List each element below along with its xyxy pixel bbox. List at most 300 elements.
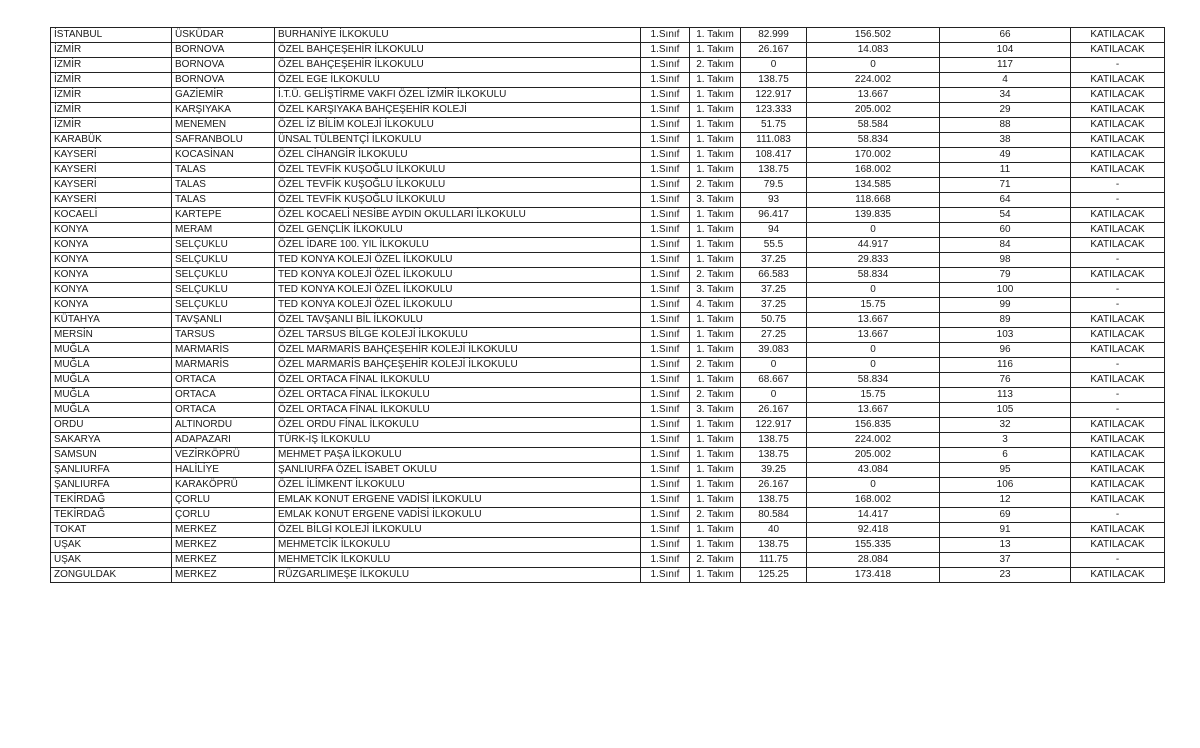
table-row	[51, 403, 1165, 418]
rank-cell: 103	[940, 328, 1071, 343]
school-cell: ÖZEL İLİMKENT İLKOKULU	[275, 478, 641, 493]
score-2-cell: 0	[807, 358, 940, 373]
score-2-cell: 0	[807, 283, 940, 298]
status-cell: KATILACAK	[1071, 313, 1165, 328]
grade-cell: 1.Sınıf	[641, 208, 690, 223]
status-cell: KATILACAK	[1071, 373, 1165, 388]
school-cell: MEHMET PAŞA İLKOKULU	[275, 448, 641, 463]
table-row	[51, 448, 1165, 463]
table-row	[51, 103, 1165, 118]
score-2-cell: 0	[807, 343, 940, 358]
province-cell: MUĞLA	[51, 373, 172, 388]
school-cell: İ.T.Ü. GELİŞTİRME VAKFI ÖZEL İZMİR İLKOKULU	[275, 88, 641, 103]
score-1-cell: 55.5	[741, 238, 807, 253]
district-cell: SELÇUKLU	[172, 268, 275, 283]
table-row	[51, 358, 1165, 373]
rank-cell: 12	[940, 493, 1071, 508]
rank-cell: 32	[940, 418, 1071, 433]
score-2-cell: 43.084	[807, 463, 940, 478]
province-cell: KOCAELİ	[51, 208, 172, 223]
score-2-cell: 29.833	[807, 253, 940, 268]
rank-cell: 34	[940, 88, 1071, 103]
team-cell: 1. Takım	[690, 448, 741, 463]
rank-cell: 3	[940, 433, 1071, 448]
score-2-cell: 139.835	[807, 208, 940, 223]
results-table	[50, 27, 1165, 583]
score-1-cell: 39.25	[741, 463, 807, 478]
status-cell: KATILACAK	[1071, 118, 1165, 133]
rank-cell: 98	[940, 253, 1071, 268]
status-cell: KATILACAK	[1071, 478, 1165, 493]
school-cell: ÖZEL BAHÇEŞEHİR İLKOKULU	[275, 43, 641, 58]
rank-cell: 69	[940, 508, 1071, 523]
school-cell: EMLAK KONUT ERGENE VADİSİ İLKOKULU	[275, 508, 641, 523]
province-cell: KONYA	[51, 268, 172, 283]
province-cell: KONYA	[51, 253, 172, 268]
team-cell: 1. Takım	[690, 253, 741, 268]
status-cell: KATILACAK	[1071, 328, 1165, 343]
district-cell: SAFRANBOLU	[172, 133, 275, 148]
rank-cell: 116	[940, 358, 1071, 373]
district-cell: KARTEPE	[172, 208, 275, 223]
score-1-cell: 138.75	[741, 538, 807, 553]
table-row	[51, 58, 1165, 73]
table-row	[51, 133, 1165, 148]
rank-cell: 64	[940, 193, 1071, 208]
score-1-cell: 26.167	[741, 403, 807, 418]
table-row	[51, 493, 1165, 508]
table-row	[51, 433, 1165, 448]
team-cell: 1. Takım	[690, 343, 741, 358]
score-1-cell: 79.5	[741, 178, 807, 193]
district-cell: MERKEZ	[172, 568, 275, 583]
score-2-cell: 44.917	[807, 238, 940, 253]
grade-cell: 1.Sınıf	[641, 118, 690, 133]
score-2-cell: 170.002	[807, 148, 940, 163]
table-row	[51, 88, 1165, 103]
grade-cell: 1.Sınıf	[641, 568, 690, 583]
district-cell: SELÇUKLU	[172, 238, 275, 253]
grade-cell: 1.Sınıf	[641, 388, 690, 403]
district-cell: TALAS	[172, 193, 275, 208]
team-cell: 1. Takım	[690, 373, 741, 388]
table-row	[51, 208, 1165, 223]
grade-cell: 1.Sınıf	[641, 238, 690, 253]
province-cell: TEKİRDAĞ	[51, 493, 172, 508]
score-1-cell: 96.417	[741, 208, 807, 223]
province-cell: UŞAK	[51, 553, 172, 568]
status-cell: KATILACAK	[1071, 238, 1165, 253]
table-row	[51, 313, 1165, 328]
school-cell: TED KONYA KOLEJİ ÖZEL İLKOKULU	[275, 283, 641, 298]
district-cell: VEZİRKÖPRÜ	[172, 448, 275, 463]
school-cell: ÖZEL ORTACA FİNAL İLKOKULU	[275, 373, 641, 388]
school-cell: ÖZEL MARMARİS BAHÇEŞEHİR KOLEJİ İLKOKULU	[275, 358, 641, 373]
score-2-cell: 58.834	[807, 373, 940, 388]
district-cell: ORTACA	[172, 388, 275, 403]
rank-cell: 113	[940, 388, 1071, 403]
score-1-cell: 26.167	[741, 478, 807, 493]
team-cell: 3. Takım	[690, 283, 741, 298]
status-cell: KATILACAK	[1071, 28, 1165, 43]
table-row	[51, 373, 1165, 388]
school-cell: ÖZEL İDARE 100. YIL İLKOKULU	[275, 238, 641, 253]
status-cell: KATILACAK	[1071, 163, 1165, 178]
district-cell: TALAS	[172, 178, 275, 193]
table-row	[51, 118, 1165, 133]
grade-cell: 1.Sınıf	[641, 493, 690, 508]
score-1-cell: 80.584	[741, 508, 807, 523]
status-cell: KATILACAK	[1071, 538, 1165, 553]
rank-cell: 84	[940, 238, 1071, 253]
status-cell: KATILACAK	[1071, 268, 1165, 283]
status-cell: KATILACAK	[1071, 103, 1165, 118]
grade-cell: 1.Sınıf	[641, 553, 690, 568]
score-1-cell: 93	[741, 193, 807, 208]
score-1-cell: 27.25	[741, 328, 807, 343]
grade-cell: 1.Sınıf	[641, 358, 690, 373]
score-1-cell: 0	[741, 358, 807, 373]
district-cell: BORNOVA	[172, 43, 275, 58]
score-1-cell: 37.25	[741, 253, 807, 268]
status-cell: -	[1071, 298, 1165, 313]
district-cell: MERKEZ	[172, 553, 275, 568]
grade-cell: 1.Sınıf	[641, 103, 690, 118]
status-cell: KATILACAK	[1071, 88, 1165, 103]
table-row	[51, 478, 1165, 493]
status-cell: KATILACAK	[1071, 208, 1165, 223]
team-cell: 2. Takım	[690, 508, 741, 523]
score-1-cell: 108.417	[741, 148, 807, 163]
province-cell: KONYA	[51, 283, 172, 298]
rank-cell: 89	[940, 313, 1071, 328]
rank-cell: 106	[940, 478, 1071, 493]
district-cell: MENEMEN	[172, 118, 275, 133]
grade-cell: 1.Sınıf	[641, 328, 690, 343]
grade-cell: 1.Sınıf	[641, 133, 690, 148]
grade-cell: 1.Sınıf	[641, 88, 690, 103]
rank-cell: 66	[940, 28, 1071, 43]
province-cell: KAYSERİ	[51, 148, 172, 163]
district-cell: KARAKÖPRÜ	[172, 478, 275, 493]
team-cell: 2. Takım	[690, 268, 741, 283]
score-1-cell: 138.75	[741, 163, 807, 178]
score-1-cell: 94	[741, 223, 807, 238]
grade-cell: 1.Sınıf	[641, 403, 690, 418]
score-2-cell: 14.417	[807, 508, 940, 523]
district-cell: ÇORLU	[172, 493, 275, 508]
status-cell: KATILACAK	[1071, 43, 1165, 58]
province-cell: KAYSERİ	[51, 163, 172, 178]
school-cell: ÖZEL EGE İLKOKULU	[275, 73, 641, 88]
school-cell: ŞANLIURFA ÖZEL İSABET OKULU	[275, 463, 641, 478]
score-1-cell: 0	[741, 388, 807, 403]
score-2-cell: 168.002	[807, 493, 940, 508]
status-cell: -	[1071, 253, 1165, 268]
score-2-cell: 118.668	[807, 193, 940, 208]
team-cell: 3. Takım	[690, 193, 741, 208]
table-row	[51, 28, 1165, 43]
score-2-cell: 0	[807, 223, 940, 238]
province-cell: TEKİRDAĞ	[51, 508, 172, 523]
team-cell: 1. Takım	[690, 328, 741, 343]
rank-cell: 100	[940, 283, 1071, 298]
district-cell: ÜSKÜDAR	[172, 28, 275, 43]
district-cell: KOCASİNAN	[172, 148, 275, 163]
school-cell: ÜNSAL TÜLBENTÇİ İLKOKULU	[275, 133, 641, 148]
rank-cell: 11	[940, 163, 1071, 178]
score-2-cell: 156.835	[807, 418, 940, 433]
grade-cell: 1.Sınıf	[641, 448, 690, 463]
status-cell: KATILACAK	[1071, 73, 1165, 88]
rank-cell: 13	[940, 538, 1071, 553]
school-cell: TED KONYA KOLEJİ ÖZEL İLKOKULU	[275, 268, 641, 283]
status-cell: KATILACAK	[1071, 343, 1165, 358]
grade-cell: 1.Sınıf	[641, 313, 690, 328]
school-cell: ÖZEL GENÇLİK İLKOKULU	[275, 223, 641, 238]
district-cell: TAVŞANLI	[172, 313, 275, 328]
school-cell: TÜRK-İŞ İLKOKULU	[275, 433, 641, 448]
province-cell: İSTANBUL	[51, 28, 172, 43]
score-2-cell: 0	[807, 478, 940, 493]
team-cell: 1. Takım	[690, 463, 741, 478]
school-cell: ÖZEL ORTACA FİNAL İLKOKULU	[275, 388, 641, 403]
score-1-cell: 122.917	[741, 88, 807, 103]
table-row	[51, 193, 1165, 208]
province-cell: ZONGULDAK	[51, 568, 172, 583]
team-cell: 1. Takım	[690, 103, 741, 118]
rank-cell: 76	[940, 373, 1071, 388]
score-2-cell: 0	[807, 58, 940, 73]
grade-cell: 1.Sınıf	[641, 178, 690, 193]
grade-cell: 1.Sınıf	[641, 418, 690, 433]
grade-cell: 1.Sınıf	[641, 478, 690, 493]
score-1-cell: 111.75	[741, 553, 807, 568]
table-row	[51, 163, 1165, 178]
district-cell: TALAS	[172, 163, 275, 178]
grade-cell: 1.Sınıf	[641, 58, 690, 73]
grade-cell: 1.Sınıf	[641, 538, 690, 553]
score-2-cell: 13.667	[807, 313, 940, 328]
district-cell: BORNOVA	[172, 58, 275, 73]
table-row	[51, 553, 1165, 568]
table-row	[51, 268, 1165, 283]
grade-cell: 1.Sınıf	[641, 373, 690, 388]
province-cell: İZMİR	[51, 118, 172, 133]
team-cell: 1. Takım	[690, 223, 741, 238]
team-cell: 1. Takım	[690, 28, 741, 43]
score-1-cell: 37.25	[741, 298, 807, 313]
team-cell: 1. Takım	[690, 313, 741, 328]
status-cell: KATILACAK	[1071, 493, 1165, 508]
score-2-cell: 224.002	[807, 433, 940, 448]
score-2-cell: 134.585	[807, 178, 940, 193]
grade-cell: 1.Sınıf	[641, 343, 690, 358]
province-cell: KAYSERİ	[51, 178, 172, 193]
grade-cell: 1.Sınıf	[641, 268, 690, 283]
status-cell: -	[1071, 283, 1165, 298]
score-2-cell: 58.834	[807, 268, 940, 283]
table-row	[51, 508, 1165, 523]
team-cell: 2. Takım	[690, 178, 741, 193]
status-cell: -	[1071, 403, 1165, 418]
rank-cell: 4	[940, 73, 1071, 88]
team-cell: 2. Takım	[690, 58, 741, 73]
grade-cell: 1.Sınıf	[641, 433, 690, 448]
score-2-cell: 13.667	[807, 88, 940, 103]
team-cell: 1. Takım	[690, 43, 741, 58]
team-cell: 2. Takım	[690, 358, 741, 373]
school-cell: ÖZEL ORDU FİNAL İLKOKULU	[275, 418, 641, 433]
district-cell: SELÇUKLU	[172, 283, 275, 298]
school-cell: ÖZEL BAHÇEŞEHİR İLKOKULU	[275, 58, 641, 73]
school-cell: ÖZEL MARMARİS BAHÇEŞEHİR KOLEJİ İLKOKULU	[275, 343, 641, 358]
school-cell: ÖZEL TEVFİK KUŞOĞLU İLKOKULU	[275, 178, 641, 193]
rank-cell: 37	[940, 553, 1071, 568]
province-cell: İZMİR	[51, 73, 172, 88]
rank-cell: 99	[940, 298, 1071, 313]
school-cell: TED KONYA KOLEJİ ÖZEL İLKOKULU	[275, 298, 641, 313]
score-2-cell: 13.667	[807, 328, 940, 343]
grade-cell: 1.Sınıf	[641, 223, 690, 238]
table-row	[51, 418, 1165, 433]
rank-cell: 49	[940, 148, 1071, 163]
school-cell: ÖZEL TEVFİK KUŞOĞLU İLKOKULU	[275, 163, 641, 178]
table-row	[51, 538, 1165, 553]
district-cell: BORNOVA	[172, 73, 275, 88]
district-cell: ADAPAZARI	[172, 433, 275, 448]
team-cell: 1. Takım	[690, 118, 741, 133]
score-1-cell: 138.75	[741, 493, 807, 508]
score-2-cell: 173.418	[807, 568, 940, 583]
table-row	[51, 298, 1165, 313]
rank-cell: 71	[940, 178, 1071, 193]
team-cell: 1. Takım	[690, 433, 741, 448]
status-cell: KATILACAK	[1071, 148, 1165, 163]
status-cell: KATILACAK	[1071, 433, 1165, 448]
province-cell: MERSİN	[51, 328, 172, 343]
grade-cell: 1.Sınıf	[641, 463, 690, 478]
score-1-cell: 122.917	[741, 418, 807, 433]
team-cell: 4. Takım	[690, 298, 741, 313]
score-1-cell: 138.75	[741, 448, 807, 463]
table-row	[51, 463, 1165, 478]
team-cell: 1. Takım	[690, 88, 741, 103]
status-cell: KATILACAK	[1071, 448, 1165, 463]
province-cell: KARABÜK	[51, 133, 172, 148]
rank-cell: 105	[940, 403, 1071, 418]
score-1-cell: 26.167	[741, 43, 807, 58]
score-2-cell: 92.418	[807, 523, 940, 538]
district-cell: MARMARİS	[172, 358, 275, 373]
grade-cell: 1.Sınıf	[641, 283, 690, 298]
score-2-cell: 15.75	[807, 298, 940, 313]
score-1-cell: 51.75	[741, 118, 807, 133]
team-cell: 2. Takım	[690, 388, 741, 403]
team-cell: 1. Takım	[690, 538, 741, 553]
table-row	[51, 238, 1165, 253]
district-cell: MERKEZ	[172, 523, 275, 538]
rank-cell: 38	[940, 133, 1071, 148]
grade-cell: 1.Sınıf	[641, 73, 690, 88]
grade-cell: 1.Sınıf	[641, 163, 690, 178]
table-row	[51, 178, 1165, 193]
score-1-cell: 125.25	[741, 568, 807, 583]
results-table-body	[51, 28, 1165, 583]
score-2-cell: 58.834	[807, 133, 940, 148]
school-cell: ÖZEL İZ BİLİM KOLEJİ İLKOKULU	[275, 118, 641, 133]
province-cell: MUĞLA	[51, 403, 172, 418]
rank-cell: 60	[940, 223, 1071, 238]
status-cell: -	[1071, 193, 1165, 208]
province-cell: ŞANLIURFA	[51, 463, 172, 478]
grade-cell: 1.Sınıf	[641, 523, 690, 538]
province-cell: UŞAK	[51, 538, 172, 553]
grade-cell: 1.Sınıf	[641, 298, 690, 313]
rank-cell: 54	[940, 208, 1071, 223]
district-cell: TARSUS	[172, 328, 275, 343]
province-cell: İZMİR	[51, 88, 172, 103]
school-cell: BURHANİYE İLKOKULU	[275, 28, 641, 43]
school-cell: ÖZEL ORTACA FİNAL İLKOKULU	[275, 403, 641, 418]
province-cell: SAKARYA	[51, 433, 172, 448]
province-cell: SAMSUN	[51, 448, 172, 463]
score-2-cell: 205.002	[807, 448, 940, 463]
score-1-cell: 37.25	[741, 283, 807, 298]
score-1-cell: 50.75	[741, 313, 807, 328]
province-cell: KONYA	[51, 238, 172, 253]
rank-cell: 79	[940, 268, 1071, 283]
table-row	[51, 43, 1165, 58]
team-cell: 1. Takım	[690, 148, 741, 163]
status-cell: -	[1071, 388, 1165, 403]
table-row	[51, 223, 1165, 238]
rank-cell: 91	[940, 523, 1071, 538]
team-cell: 2. Takım	[690, 553, 741, 568]
province-cell: MUĞLA	[51, 388, 172, 403]
score-1-cell: 138.75	[741, 433, 807, 448]
table-row	[51, 568, 1165, 583]
school-cell: EMLAK KONUT ERGENE VADİSİ İLKOKULU	[275, 493, 641, 508]
status-cell: -	[1071, 553, 1165, 568]
score-1-cell: 68.667	[741, 373, 807, 388]
school-cell: ÖZEL BİLGİ KOLEJİ İLKOKULU	[275, 523, 641, 538]
table-row	[51, 523, 1165, 538]
school-cell: ÖZEL CİHANGİR İLKOKULU	[275, 148, 641, 163]
table-row	[51, 388, 1165, 403]
grade-cell: 1.Sınıf	[641, 253, 690, 268]
rank-cell: 117	[940, 58, 1071, 73]
table-row	[51, 343, 1165, 358]
team-cell: 1. Takım	[690, 133, 741, 148]
district-cell: ÇORLU	[172, 508, 275, 523]
table-row	[51, 148, 1165, 163]
district-cell: MERKEZ	[172, 538, 275, 553]
team-cell: 1. Takım	[690, 208, 741, 223]
district-cell: HALİLİYE	[172, 463, 275, 478]
team-cell: 1. Takım	[690, 418, 741, 433]
status-cell: -	[1071, 508, 1165, 523]
school-cell: ÖZEL TAVŞANLI BİL İLKOKULU	[275, 313, 641, 328]
rank-cell: 23	[940, 568, 1071, 583]
score-2-cell: 224.002	[807, 73, 940, 88]
rank-cell: 96	[940, 343, 1071, 358]
table-row	[51, 73, 1165, 88]
team-cell: 1. Takım	[690, 478, 741, 493]
grade-cell: 1.Sınıf	[641, 508, 690, 523]
school-cell: MEHMETCİK İLKOKULU	[275, 538, 641, 553]
score-2-cell: 58.584	[807, 118, 940, 133]
